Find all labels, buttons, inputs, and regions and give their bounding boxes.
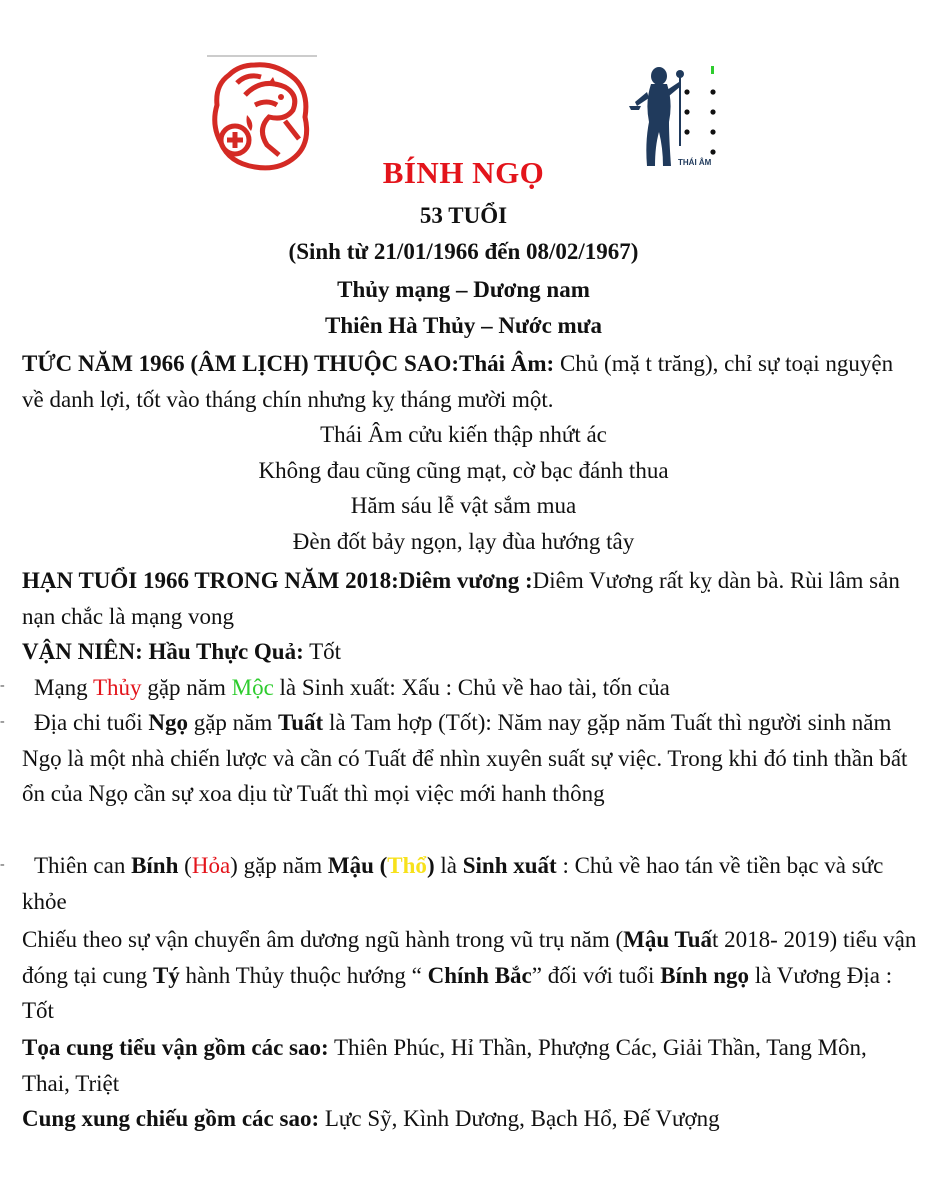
cung-ty: Tý [152,962,180,988]
chi-ngo: Ngọ [148,710,188,735]
paragraph-text: là Vương Địa : Tốt [22,962,893,1023]
paragraph-text: hành Thủy thuộc hướng “ [179,962,428,988]
age-line: 53 TUỔI [419,203,508,228]
can-mau: Mậu ( [327,853,388,878]
poem-block [0,417,927,559]
paragraph-text: ” đối với tuổi [531,962,661,988]
chi-tuat: Tuất [278,710,324,735]
xung-chieu-paragraph [22,1101,917,1137]
han-label: HẠN TUỔI 1966 TRONG NĂM 2018:Diêm vương : [22,568,533,593]
han-text: Diêm Vương rất kỵ dàn bà. Rùi lâm sản nạn chắc là mạng vong [22,568,900,629]
bullet-text: : Chủ về hao tán về tiền bạc và sức khỏe [22,853,884,914]
age-binh-ngo: Bính ngọ [660,962,750,988]
bullet-text: Thiên can [34,853,132,878]
bullet-item-thien-can [22,848,917,919]
han-paragraph [22,563,917,634]
bullet-text: Mạng [34,675,93,700]
page-title: BÍNH NGỌ [382,155,545,190]
van-nien-label: VẬN NIÊN: Hầu Thực Quả: [22,639,304,664]
element-moc: Mộc [231,675,274,700]
toa-cung-text: Thiên Phúc, Hỉ Thần, Phượng Các, Giải Thần, Tang Môn, Thai, Triệt [22,1035,867,1096]
van-nien-line [22,634,917,670]
poem-line: Thái Âm cửu kiến thập nhứt ác [320,422,607,447]
bullet-marker: - [0,678,5,693]
star-logo-caption: THÁI ÂM [678,158,712,167]
chieu-paragraph [22,922,917,1029]
can-binh: Bính [131,853,179,878]
element-tho: Thổ [387,853,427,878]
bullet-marker: - [0,857,5,872]
bullet-text: gặp năm [141,675,232,700]
poem-line: Hăm sáu lễ vật sắm mua [350,493,577,518]
sinh-xuat-term: Sinh xuất [462,853,557,878]
bullet-text: là [434,853,463,878]
bullet-text: ) [426,853,435,878]
element-hoa: Hỏa [191,853,231,878]
sao-label: TỨC NĂM 1966 (ÂM LỊCH) THUỘC SAO:Thái Âm: [22,351,555,376]
toa-cung-label: Tọa cung tiểu vận gồm các sao: [22,1035,329,1060]
birth-range: (Sinh từ 21/01/1966 đến 08/02/1967) [288,239,639,264]
poem-line: Không đau cũng cũng mạt, cờ bạc đánh thua [258,457,669,483]
year-mau-tuat: Mậu Tuấ [623,927,712,952]
sao-text: Chủ (mặ t trăng), chỉ sự toại nguyện về danh lợi, tốt vào tháng chín nhưng kỵ tháng mười một. [22,351,894,412]
toa-cung-paragraph [22,1030,917,1101]
xung-chieu-text: Lực Sỹ, Kình Dương, Bạch Hổ, Đế Vượng [319,1106,720,1131]
sao-paragraph [22,346,917,417]
paragraph-text: Chiếu theo sự vận chuyển âm dương ngũ hành trong vũ trụ năm ( [22,927,624,952]
bullet-text: gặp năm [187,710,279,735]
xung-chieu-label: Cung xung chiếu gồm các sao: [22,1106,320,1131]
poem-line: Đèn đốt bảy ngọn, lạy đùa hướng tây [292,528,635,554]
element-thuy: Thủy [93,675,142,700]
direction-chinh-bac: Chính Bắc [427,962,532,988]
bullet-item-dia-chi [22,705,917,812]
bullet-marker: - [0,714,5,729]
bullet-text: Địa chi tuổi [34,710,149,735]
menh-line-1: Thủy mạng – Dương nam [337,277,590,302]
van-nien-text: Tốt [303,639,342,664]
paragraph-text: t 2018- 2019) tiểu vận đóng tại cung [22,927,917,988]
bullet-item-menh [22,670,917,706]
menh-line-2: Thiên Hà Thủy – Nước mưa [325,313,602,338]
bullet-text: là Tam hợp (Tốt): Năm nay gặp năm Tuất thì người sinh năm Ngọ là một nhà chiến lược và cần có Tuất để nhìn xuyên suất sự việc. Trong khi đó tinh thần bất ổn của Ngọ cần sự xoa dịu từ Tuất thì mọi việc mới hanh thông [22,710,908,806]
bullet-text: ) gặp năm [230,853,328,878]
bullet-text: ( [178,853,192,878]
bullet-text: là Sinh xuất: Xấu : Chủ về hao tài, tốn của [273,675,670,700]
